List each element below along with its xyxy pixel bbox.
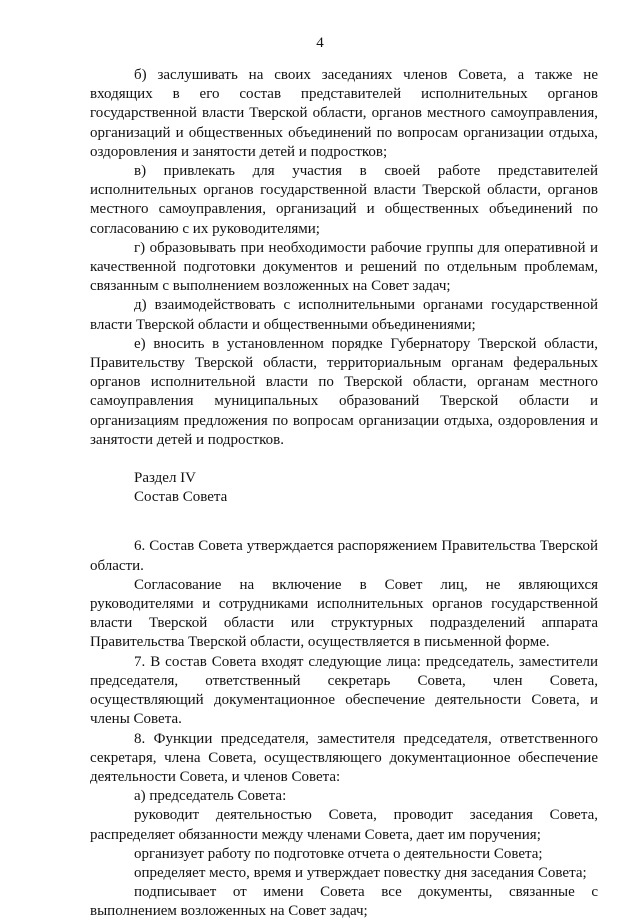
duty-agenda: определяет место, время и утверждает повестку дня заседания Совета; bbox=[134, 864, 587, 881]
paragraph-g: г) образовывать при необходимости рабочие группы для оперативной и качественной подготовки документов и решений по отдельным проблемам, связанным с выполнением возложенных на Совет задач; bbox=[90, 239, 598, 295]
paragraph-agreement: Согласование на включение в Совет лиц, не являющихся руководителями и сотрудниками исполнительных органов государственной власти Тверской области или структурных подразделений аппарата Правительства Тверской области, осуществляется в письменной форме. bbox=[90, 576, 598, 651]
duty-report: организует работу по подготовке отчета о деятельности Совета; bbox=[134, 845, 543, 862]
paragraph-b: б) заслушивать на своих заседаниях членов Совета, а также не входящих в его состав представителей исполнительных органов государственной власти Тверской области, органов местного самоуправления, организаций и общественных объединений по вопросам организации отдыха, оздоровления и занятости детей и подростков; bbox=[90, 67, 598, 160]
paragraph-7: 7. В состав Совета входят следующие лица: председатель, заместители председателя, ответственный секретарь Совета, член Совета, осуществляющий документационное обеспечение деятельности Совета, и члены Совета. bbox=[90, 653, 598, 728]
section-title: Состав Совета bbox=[134, 489, 228, 506]
paragraph-v: в) привлекать для участия в своей работе представителей исполнительных органов государственной власти Тверской области, органов местного самоуправления, организаций и общественных объединений по согласованию с их руководителями; bbox=[90, 163, 598, 237]
page-number: 4 bbox=[316, 35, 324, 51]
section-number: Раздел IV bbox=[134, 470, 197, 487]
paragraph-d: д) взаимодействовать с исполнительными органами государственной власти Тверской области и общественными объединениями; bbox=[90, 297, 598, 333]
paragraph-6: 6. Состав Совета утверждается распоряжением Правительства Тверской области. bbox=[90, 538, 598, 574]
duty-leads: руководит деятельностью Совета, проводит заседания Совета, распределяет обязанности между членами Совета, дает им поручения; bbox=[90, 807, 598, 843]
paragraph-8: 8. Функции председателя, заместителя председателя, ответственного секретаря, члена Совета, осуществляющего документационное обеспечение деятельности Совета, и членов Совета: bbox=[90, 730, 598, 785]
paragraph-8a: а) председатель Совета: bbox=[134, 788, 287, 805]
document-body bbox=[90, 66, 598, 922]
paragraph-e: е) вносить в установленном порядке Губернатору Тверской области, Правительству Тверской области, территориальным органам федеральных органов исполнительной власти по Тверской области, органам местного самоуправления муниципальных образований Тверской области и организациям предложения по вопросам организации отдыха, оздоровления и занятости детей и подростков. bbox=[90, 335, 598, 448]
duty-sign: подписывает от имени Совета все документы, связанные с выполнением возложенных на Совет задач; bbox=[90, 884, 598, 920]
